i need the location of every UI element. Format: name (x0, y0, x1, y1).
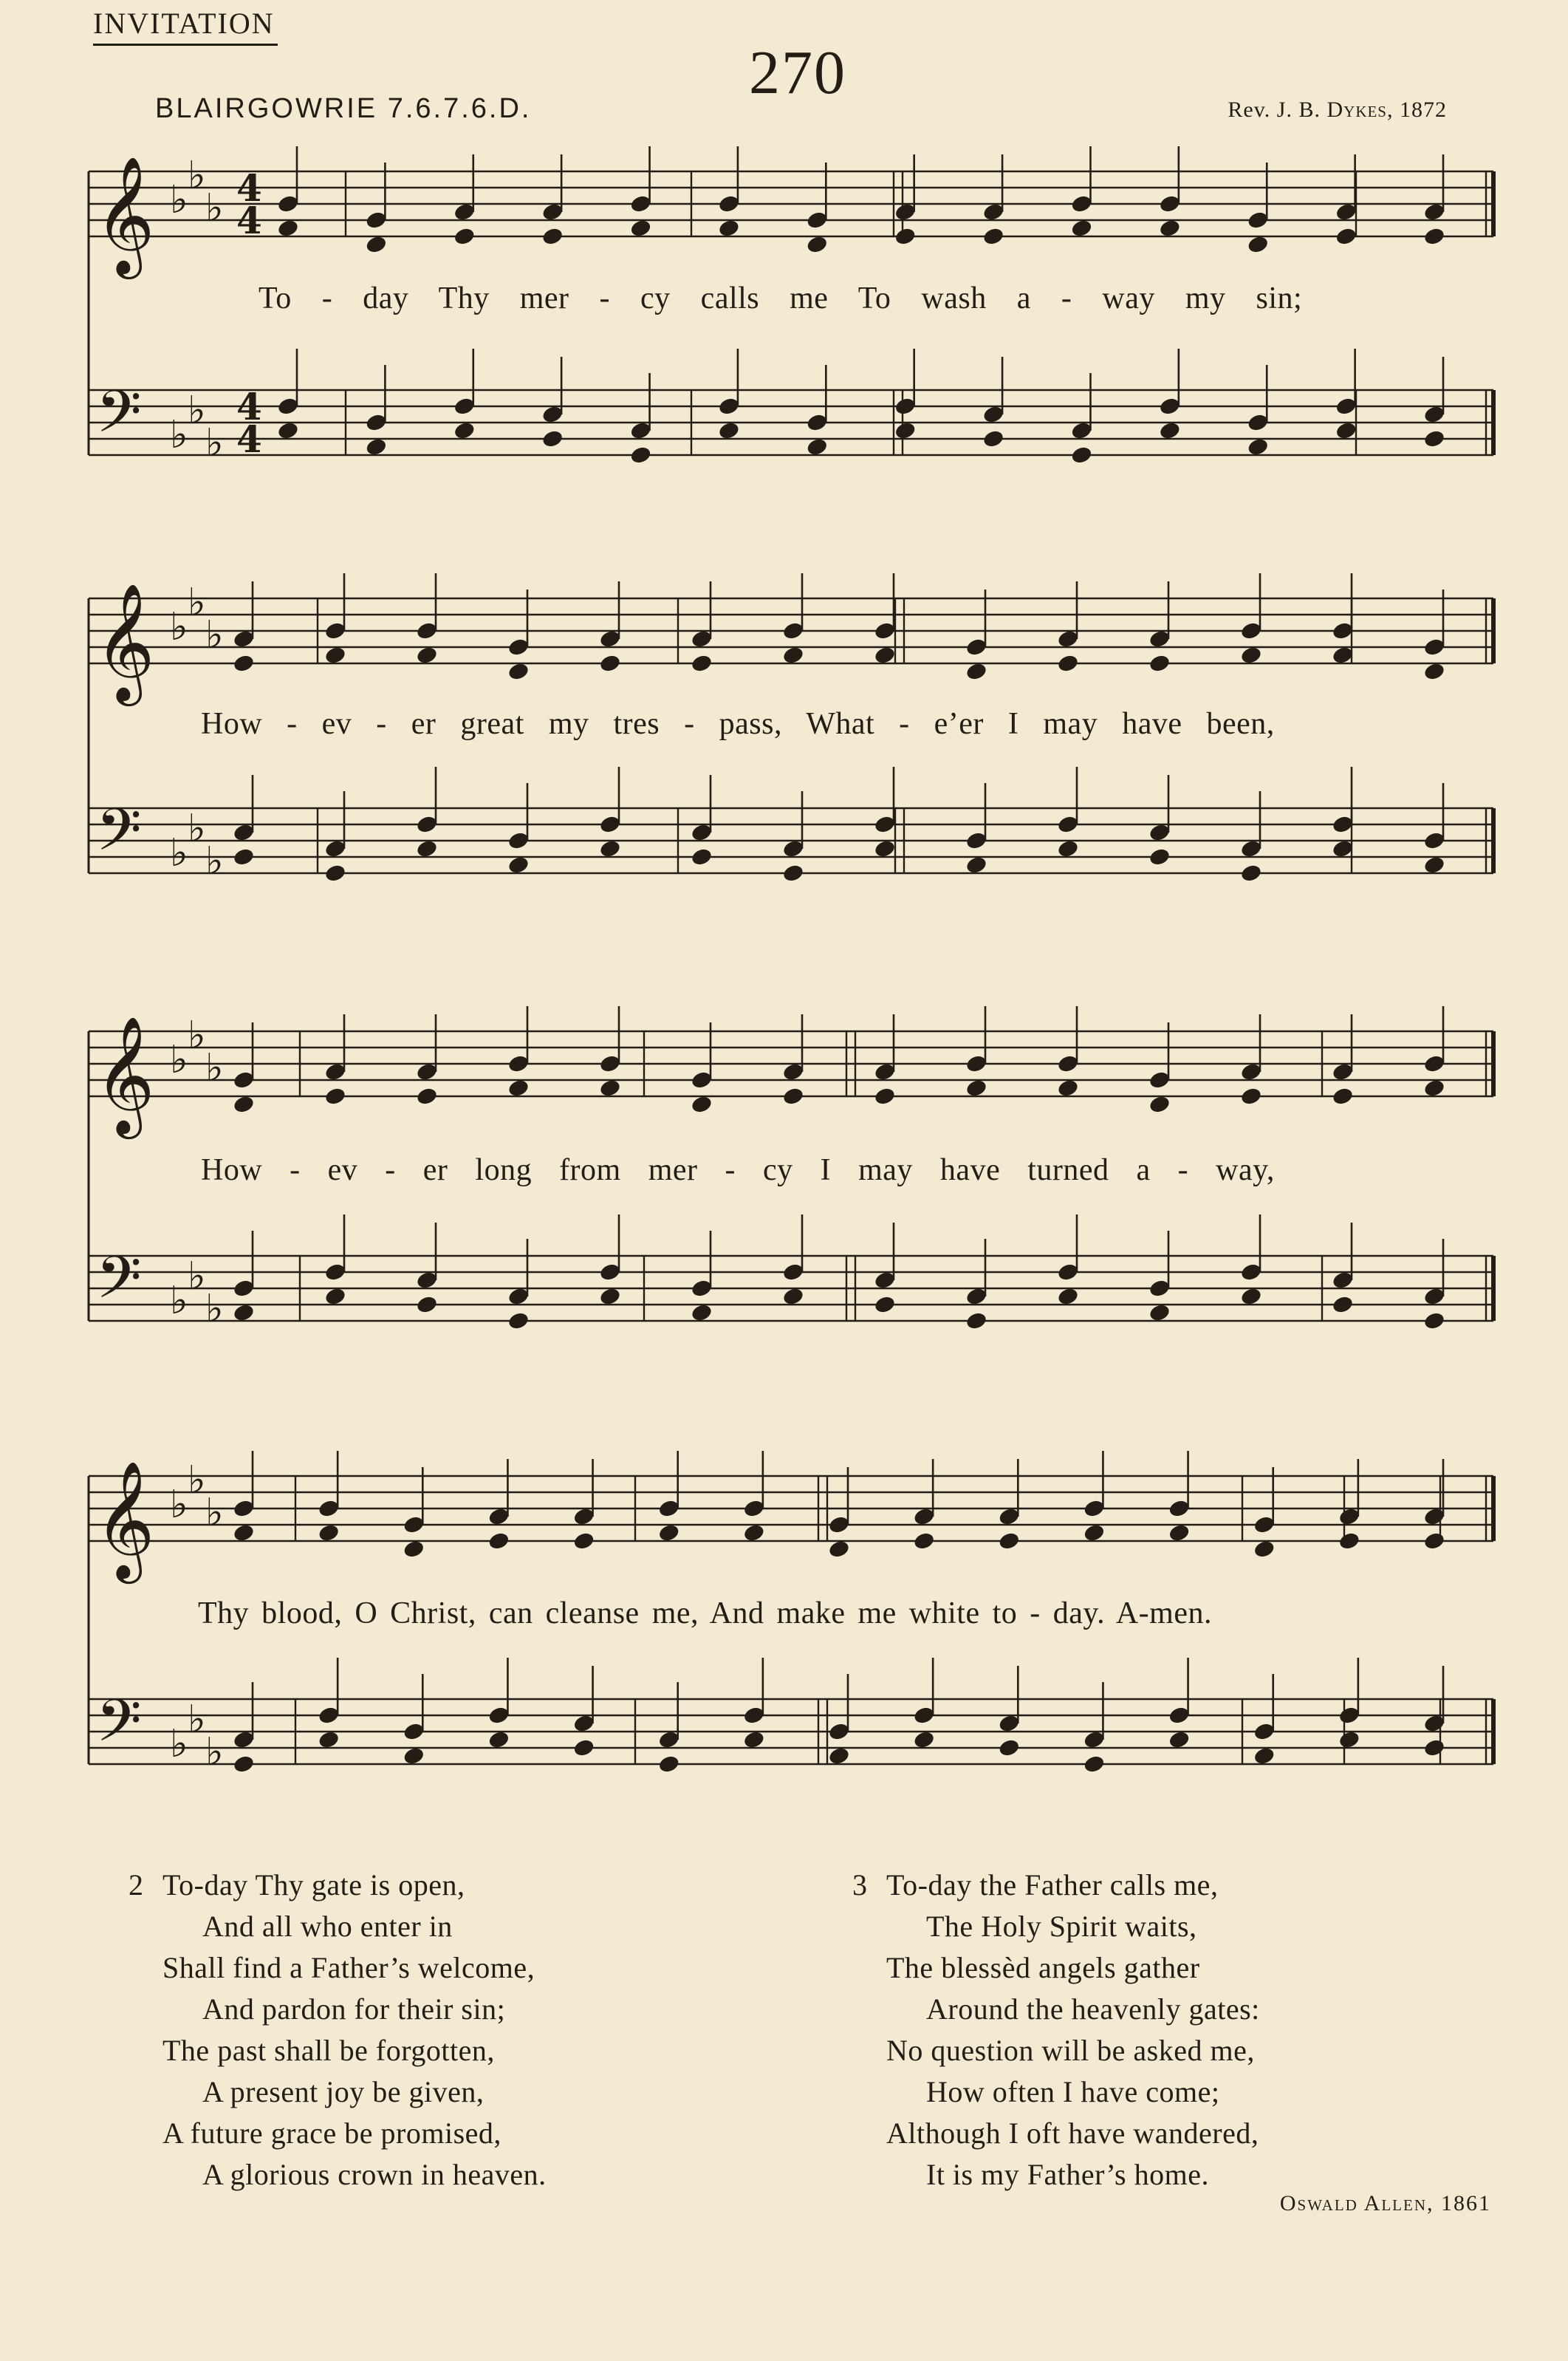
composer-name: Dykes (1326, 98, 1387, 122)
system-1-note-head (1335, 420, 1358, 440)
system-1-note-head (1247, 234, 1270, 254)
system-3-note-head (1331, 1086, 1354, 1106)
system-2-bass-flat-icon: ♭ (188, 807, 206, 851)
system-3-note-head (323, 1286, 346, 1306)
system-3-note-head (232, 1094, 255, 1114)
system-4-note-head (1423, 1738, 1445, 1757)
system-4-note-head (1083, 1523, 1106, 1542)
system-4-note-head (487, 1729, 510, 1749)
system-3-note-head (232, 1302, 255, 1322)
system-2-note-head (965, 661, 987, 681)
system-3-treble-flat-icon: ♭ (170, 1038, 188, 1082)
system-4-note-head (403, 1746, 425, 1766)
system-3-bass-clef-icon: 𝄢 (96, 1243, 142, 1326)
author-name: Oswald Allen (1279, 2191, 1427, 2215)
system-4-note-head (403, 1539, 425, 1559)
system-2-note-head (690, 653, 713, 673)
lyric-line-2: How - ev - er great my tres - pass, What - e’er I may have been, (201, 707, 1275, 741)
system-1-note-head (276, 218, 299, 238)
system-4-note-head (657, 1523, 680, 1542)
system-2-treble-flat-icon: ♭ (170, 605, 188, 649)
system-2-note-head (598, 838, 621, 858)
system-2-note-head (965, 855, 987, 875)
system-1-note-head (629, 445, 652, 465)
lyric-line-3: How - ev - er long from mer - cy I may have turned a - way, (201, 1153, 1275, 1187)
stanza-line: It is my Father’s home. (926, 2158, 1209, 2191)
system-2-note-head (1148, 847, 1171, 867)
system-1-bass-time-signature: 4 (236, 385, 262, 428)
system-1-note-head (1158, 218, 1181, 238)
author-credit (1280, 2191, 1491, 2216)
system-2-note-head (232, 653, 255, 673)
stanza-line: A future grace be promised, (162, 2116, 501, 2150)
hymn-number: 270 (749, 38, 846, 107)
system-2-note-head (873, 645, 896, 665)
system-1-note-head (894, 226, 917, 246)
system-2-note-head (598, 653, 621, 673)
system-3-note-head (415, 1294, 438, 1314)
stanza-line: The Holy Spirit waits, (926, 1910, 1197, 1943)
system-3-note-head (965, 1078, 987, 1098)
lyric-line-1: To - day Thy mer - cy calls me To wash a - way my sin; (259, 281, 1303, 315)
system-3-note-head (598, 1286, 621, 1306)
system-1-note-head (717, 420, 740, 440)
system-4-bass-clef-icon: 𝄢 (96, 1687, 142, 1769)
system-2-treble-clef-icon: 𝄞 (95, 582, 155, 701)
system-1-note-head (1247, 437, 1270, 457)
system-2-note-head (1239, 863, 1262, 883)
system-2-note-head (1056, 838, 1079, 858)
stanza-line: To-day Thy gate is open, (162, 1868, 465, 1902)
stanza-line: And all who enter in (202, 1910, 453, 1943)
system-1-bass-time-signature: 4 (236, 417, 262, 461)
system-2-note-head (690, 847, 713, 867)
system-1-bass-clef-icon: 𝄢 (96, 377, 142, 460)
system-1-note-head (717, 218, 740, 238)
system-3-note-head (507, 1078, 530, 1098)
system-4-note-head (827, 1539, 850, 1559)
stanza-line: The blessèd angels gather (886, 1951, 1200, 1984)
system-2-note-head (415, 838, 438, 858)
system-4-note-head (913, 1729, 936, 1749)
stanza-number: 2 (129, 1868, 144, 1902)
system-4-note-head (1253, 1746, 1276, 1766)
system-2-note-head (781, 645, 804, 665)
system-3-note-head (598, 1078, 621, 1098)
system-3-treble-flat-icon: ♭ (205, 1046, 224, 1090)
stanza-line: How often I have come; (926, 2075, 1220, 2108)
system-1-note-head (1335, 226, 1358, 246)
system-4-note-head (657, 1754, 680, 1774)
system-1-note-head (541, 226, 564, 246)
system-1-treble-flat-icon: ♭ (170, 178, 188, 222)
system-3-note-head (1331, 1294, 1354, 1314)
stanza-line: Shall find a Father’s welcome, (162, 1951, 535, 1984)
system-3-note-head (781, 1086, 804, 1106)
stanza-2 (129, 1865, 547, 2196)
system-3-note-head (415, 1086, 438, 1106)
system-2-note-head (1423, 661, 1445, 681)
section-label: INVITATION (93, 6, 278, 46)
system-2-note-head (873, 838, 896, 858)
tune-meter: 7.6.7.6.D. (387, 93, 532, 124)
system-4-note-head (1168, 1729, 1191, 1749)
system-1-note-head (894, 420, 917, 440)
system-1-note-head (1423, 428, 1445, 448)
system-3-note-head (781, 1286, 804, 1306)
system-4-note-head (318, 1729, 340, 1749)
system-1-note-head (453, 420, 476, 440)
system-4-note-head (572, 1738, 595, 1757)
system-4-note-head (913, 1531, 936, 1551)
stanza-line: Although I oft have wandered, (886, 2116, 1259, 2150)
stanza-line: To-day the Father calls me, (886, 1868, 1219, 1902)
system-3-note-head (1148, 1302, 1171, 1322)
system-2-note-head (323, 863, 346, 883)
system-1-note-head (982, 428, 1004, 448)
system-2-bass-clef-icon: 𝄢 (96, 796, 142, 878)
system-3-note-head (690, 1094, 713, 1114)
composer-prefix: Rev. J. B. (1228, 98, 1321, 122)
system-4-bass-flat-icon: ♭ (188, 1698, 206, 1742)
system-1-treble-flat-icon: ♭ (205, 186, 224, 230)
system-3-note-head (1423, 1078, 1445, 1098)
stanza-number: 3 (852, 1868, 868, 1902)
system-4-note-head (742, 1523, 765, 1542)
system-1-note-head (629, 218, 652, 238)
system-2-note-head (1239, 645, 1262, 665)
system-2-note-head (1148, 653, 1171, 673)
system-2-treble-flat-icon: ♭ (188, 581, 206, 625)
system-1-bass-flat-icon: ♭ (170, 413, 188, 457)
stanza-line: The past shall be forgotten, (162, 2034, 495, 2067)
system-3-note-head (507, 1311, 530, 1330)
system-3-note-head (323, 1086, 346, 1106)
system-1-note-head (541, 428, 564, 448)
system-2-note-head (507, 855, 530, 875)
system-3-note-head (1239, 1286, 1262, 1306)
system-1-note-head (1423, 226, 1445, 246)
system-1-note-head (806, 234, 829, 254)
stanza-line: No question will be asked me, (886, 2034, 1255, 2067)
system-4-note-head (998, 1531, 1021, 1551)
system-2-note-head (1423, 855, 1445, 875)
system-2-bass-flat-icon: ♭ (170, 831, 188, 875)
system-3-note-head (1056, 1078, 1079, 1098)
system-1-note-head (1070, 445, 1093, 465)
system-3-note-head (1148, 1094, 1171, 1114)
system-4-note-head (827, 1746, 850, 1766)
system-1-treble-flat-icon: ♭ (188, 154, 206, 198)
composer-year: , 1872 (1387, 98, 1447, 122)
system-4-note-head (232, 1754, 255, 1774)
system-4-bass-flat-icon: ♭ (205, 1730, 224, 1774)
stanza-line: Around the heavenly gates: (926, 1992, 1260, 2026)
system-4-note-head (572, 1531, 595, 1551)
stanza-3 (852, 1865, 1260, 2196)
system-4-note-head (232, 1523, 255, 1542)
system-2-note-head (781, 863, 804, 883)
system-4-bass-flat-icon: ♭ (170, 1722, 188, 1766)
system-3-bass-flat-icon: ♭ (170, 1279, 188, 1323)
system-3-note-head (873, 1086, 896, 1106)
system-3-note-head (690, 1302, 713, 1322)
system-1-treble-time-signature: 4 (236, 199, 262, 242)
system-4-note-head (1083, 1754, 1106, 1774)
system-4-note-head (1338, 1531, 1360, 1551)
system-2-note-head (1056, 653, 1079, 673)
system-2-bass-flat-icon: ♭ (205, 839, 224, 884)
system-3-note-head (873, 1294, 896, 1314)
tune-name: BLAIRGOWRIE (155, 93, 378, 124)
stanza-line: A glorious crown in heaven. (202, 2158, 547, 2191)
system-4-treble-flat-icon: ♭ (188, 1458, 206, 1503)
author-year: , 1861 (1427, 2191, 1491, 2215)
system-1-note-head (276, 420, 299, 440)
system-4-note-head (1168, 1523, 1191, 1542)
system-3-bass-flat-icon: ♭ (205, 1287, 224, 1331)
system-1-note-head (1158, 420, 1181, 440)
system-4-note-head (318, 1523, 340, 1542)
system-3-treble-flat-icon: ♭ (188, 1014, 206, 1058)
system-1-note-head (1070, 218, 1093, 238)
system-4-note-head (1338, 1729, 1360, 1749)
system-1-note-head (453, 226, 476, 246)
system-4-treble-clef-icon: 𝄞 (95, 1460, 155, 1579)
system-1-note-head (365, 437, 388, 457)
system-1-note-head (982, 226, 1004, 246)
system-1-bass-flat-icon: ♭ (205, 421, 224, 465)
system-4-note-head (487, 1531, 510, 1551)
system-3-note-head (1423, 1311, 1445, 1330)
system-3-bass-flat-icon: ♭ (188, 1254, 206, 1299)
system-3-note-head (965, 1311, 987, 1330)
system-4-treble-flat-icon: ♭ (205, 1491, 224, 1535)
system-1-treble-clef-icon: 𝄞 (95, 155, 155, 274)
system-1-treble-time-signature: 4 (236, 166, 262, 210)
system-4-note-head (998, 1738, 1021, 1757)
system-1-note-head (365, 234, 388, 254)
system-3-note-head (1239, 1086, 1262, 1106)
stanza-line: A present joy be given, (202, 2075, 485, 2108)
system-2-note-head (415, 645, 438, 665)
system-2-note-head (507, 661, 530, 681)
system-4-treble-flat-icon: ♭ (170, 1483, 188, 1527)
system-4-note-head (1423, 1531, 1445, 1551)
stanza-line: And pardon for their sin; (202, 1992, 506, 2026)
system-1-bass-flat-icon: ♭ (188, 389, 206, 433)
system-2-note-head (323, 645, 346, 665)
system-4-note-head (1253, 1539, 1276, 1559)
system-4-note-head (742, 1729, 765, 1749)
system-3-note-head (1056, 1286, 1079, 1306)
lyric-line-4: Thy blood, O Christ, can cleanse me, And make me white to - day. A-men. (198, 1596, 1212, 1630)
system-2-treble-flat-icon: ♭ (205, 613, 224, 657)
system-1-note-head (806, 437, 829, 457)
system-2-note-head (232, 847, 255, 867)
system-3-treble-clef-icon: 𝄞 (95, 1015, 155, 1134)
